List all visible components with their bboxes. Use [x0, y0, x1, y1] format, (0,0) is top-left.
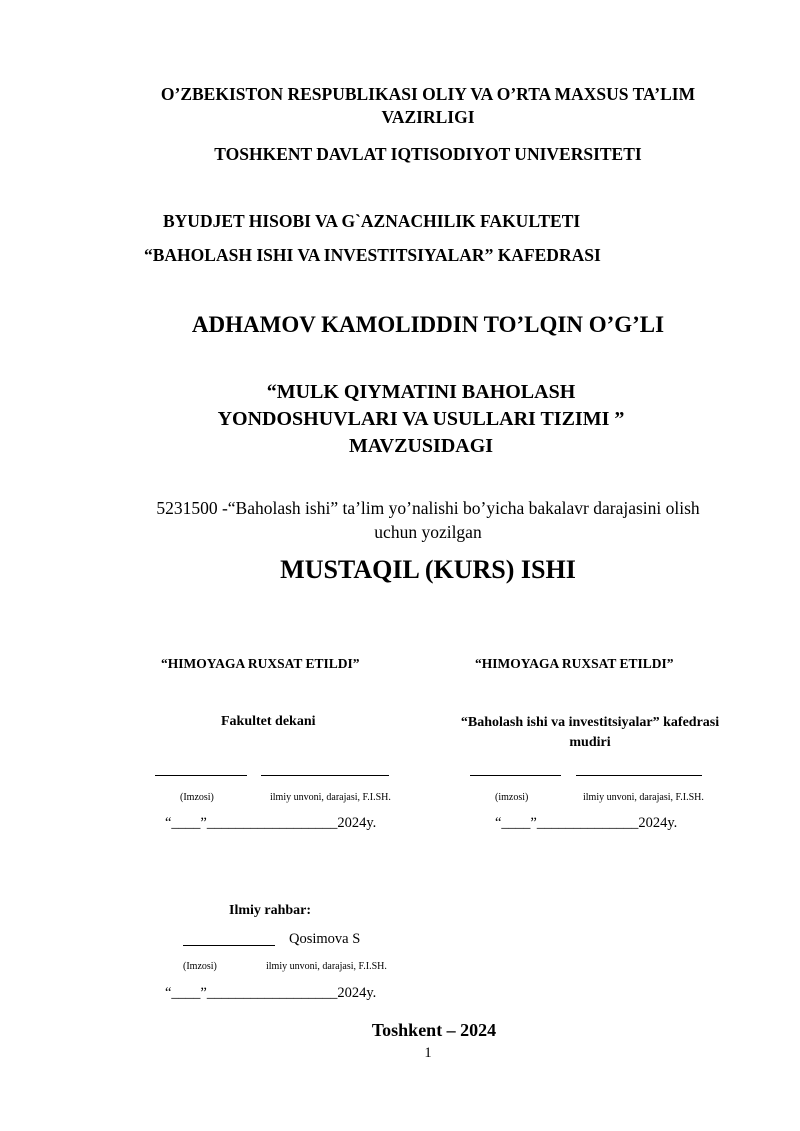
sign-caption-right: (imzosi): [495, 792, 529, 803]
supervisor-name: Qosimova S: [289, 931, 361, 947]
approval-heading-left: “HIMOYAGA RUXSAT ETILDI”: [161, 656, 360, 671]
supervisor-signature-line: [183, 945, 275, 946]
supervisor-date-year: 2024y.: [337, 985, 377, 1001]
ministry-line-1: O’ZBEKISTON RESPUBLIKASI OLIY VA O’RTA MAXSUS TA’LIM: [160, 84, 696, 104]
date-line-right: [495, 815, 677, 832]
supervisor-name-caption: ilmiy unvoni, darajasi, F.I.SH.: [266, 961, 387, 972]
place-year: Toshkent – 2024: [371, 1020, 497, 1040]
date-blank-left: “____”__________________: [165, 815, 338, 831]
supervisor-date-line: [165, 985, 376, 1002]
approval-role-left: Fakultet dekani: [221, 714, 316, 729]
supervisor-date-blank: “____”__________________: [165, 985, 338, 1001]
supervisor-sign-caption: (Imzosi): [183, 961, 217, 972]
approval-heading-right: “HIMOYAGA RUXSAT ETILDI”: [475, 656, 674, 671]
date-line-left: [165, 815, 376, 832]
topic-line-3: MAVZUSIDAGI: [348, 435, 494, 457]
department-name: “BAHOLASH ISHI VA INVESTITSIYALAR” KAFEDRASI: [144, 245, 601, 265]
sign-caption-left: (Imzosi): [180, 792, 214, 803]
topic-line-2: YONDOSHUVLARI VA USULLARI TIZIMI ”: [217, 408, 625, 430]
ministry-line-2: VAZIRLIGI: [381, 107, 475, 127]
date-blank-right: “____”______________: [495, 815, 639, 831]
work-title: MUSTAQIL (KURS) ISHI: [280, 555, 576, 584]
name-caption-right: ilmiy unvoni, darajasi, F.I.SH.: [583, 792, 704, 803]
date-year-right: 2024y.: [638, 815, 678, 831]
supervisor-heading: Ilmiy rahbar:: [229, 903, 312, 918]
topic-line-1: “MULK QIYMATINI BAHOLASH: [266, 381, 576, 403]
topic-title: [0, 379, 800, 460]
purpose-text: [0, 496, 800, 544]
name-caption-left: ilmiy unvoni, darajasi, F.I.SH.: [270, 792, 391, 803]
approval-role-right-line-1: “Baholash ishi va investitsiyalar” kafedrasi: [460, 715, 720, 730]
author-name: ADHAMOV KAMOLIDDIN TO’LQIN O’G’LI: [191, 312, 665, 337]
signature-line-right: [470, 775, 561, 776]
name-line-left: [261, 775, 389, 776]
date-year-left: 2024y.: [337, 815, 377, 831]
approval-role-right-line-2: mudiri: [569, 735, 611, 750]
name-line-right: [576, 775, 702, 776]
university-name: TOSHKENT DAVLAT IQTISODIYOT UNIVERSITETI: [214, 144, 642, 164]
faculty-name: BYUDJET HISOBI VA G`AZNACHILIK FAKULTETI: [163, 211, 581, 231]
approval-role-right: [440, 713, 740, 753]
signature-line-left: [155, 775, 247, 776]
purpose-line-2: uchun yozilgan: [374, 522, 482, 542]
ministry-title: [0, 83, 800, 129]
purpose-line-1: 5231500 -“Baholash ishi” ta’lim yo’nalishi bo’yicha bakalavr darajasini olish: [156, 498, 700, 518]
page-number: 1: [424, 1045, 432, 1061]
